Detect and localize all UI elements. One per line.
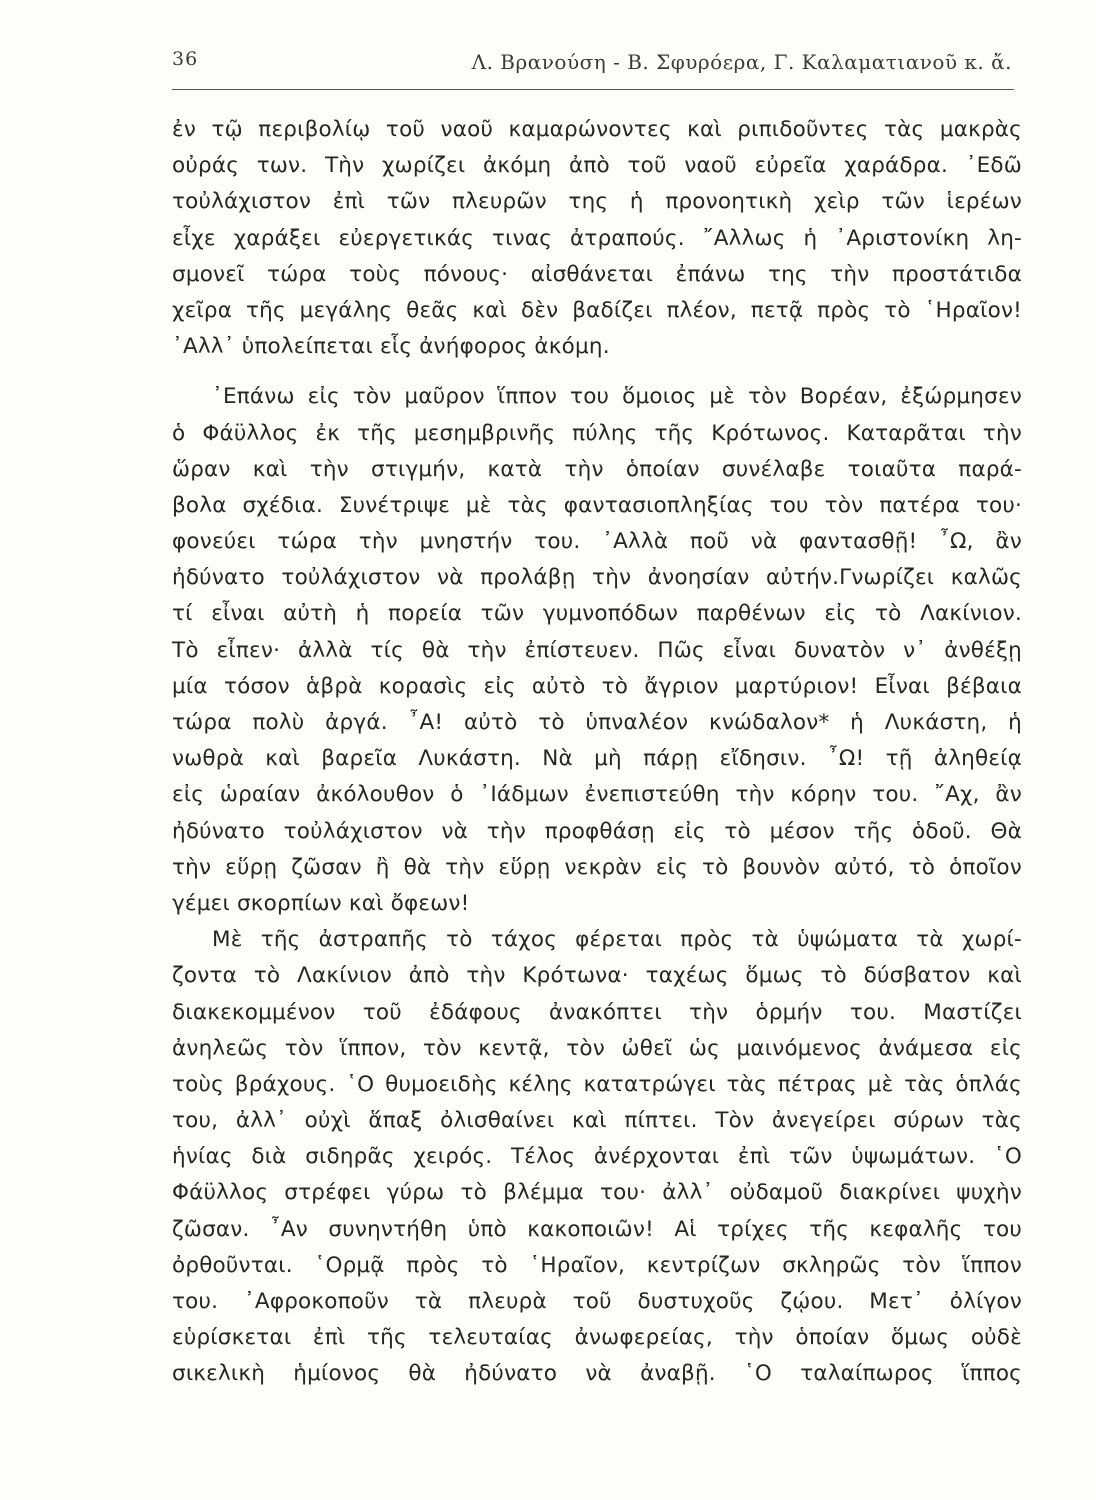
text-line: Μὲ τῆς ἀστραπῆς τὸ τάχος φέρεται πρὸς τὰ ὑψώματα τὰ χωρί- (212, 927, 1022, 953)
text-line: Φάϋλλος στρέφει γύρω τὸ βλέμμα του· ἀλλ᾽ οὐδαμοῦ διακρίνει ψυχὴν (172, 1180, 1022, 1206)
text-line: φονεύει τώρα τὴν μνηστήν του. ᾿Αλλὰ ποῦ νὰ φαντασθῇ! ῏Ω, ἂν (172, 529, 1022, 555)
text-line: εὑρίσκεται ἐπὶ τῆς τελευταίας ἀνωφερείας, τὴν ὁποίαν ὅμως οὐδὲ (172, 1325, 1022, 1351)
text-body (172, 112, 1022, 1393)
text-line: διακεκομμένον τοῦ ἐδάφους ἀνακόπτει τὴν ὁρμήν του. Μαστίζει (172, 999, 1022, 1025)
paragraph-1 (172, 112, 1022, 365)
text-line: τὴν εὕρῃ ζῶσαν ἢ θὰ τὴν εὕρῃ νεκρὰν εἰς τὸ βουνὸν αὐτό, τὸ ὁποῖον (172, 854, 1022, 880)
page-header (172, 48, 1014, 92)
header-rule (172, 89, 1014, 90)
text-line: μία τόσον ἁβρὰ κορασὶς εἰς αὐτὸ τὸ ἄγριον μαρτύριον! Εἶναι βέβαια (172, 673, 1022, 699)
text-line: ἀνηλεῶς τὸν ἵππον, τὸν κεντᾷ, τὸν ὠθεῖ ὡς μαινόμενος ἀνάμεσα εἰς (172, 1035, 1022, 1061)
text-line: βολα σχέδια. Συνέτριψε μὲ τὰς φαντασιοπληξίας του τὸν πατέρα του· (172, 492, 1022, 518)
paragraph-gap (172, 365, 1022, 379)
text-line: τί εἶναι αὐτὴ ἡ πορεία τῶν γυμνοπόδων παρθένων εἰς τὸ Λακίνιον. (172, 601, 1022, 627)
text-line: σμονεῖ τώρα τοὺς πόνους· αἰσθάνεται ἐπάνω της τὴν προστάτιδα (172, 261, 1022, 287)
text-line: Τὸ εἶπεν· ἀλλὰ τίς θὰ τὴν ἐπίστευεν. Πῶς εἶναι δυνατὸν ν᾽ ἀνθέξῃ (172, 637, 1022, 663)
text-line: τώρα πολὺ ἀργά. ῏Α! αὐτὸ τὸ ὑπναλέον κνώδαλον* ἡ Λυκάστη, ἡ (172, 710, 1022, 735)
text-line: οὐράς των. Τὴν χωρίζει ἀκόμη ἀπὸ τοῦ ναοῦ εὐρεῖα χαράδρα. ᾿Εδῶ (172, 153, 1022, 179)
text-line: του. ᾿Αφροκοποῦν τὰ πλευρὰ τοῦ δυστυχοῦς ζῴου. Μετ᾽ ὀλίγον (172, 1289, 1022, 1314)
text-line: σικελικὴ ἡμίονος θὰ ἠδύνατο νὰ ἀναβῇ. ῾Ο ταλαίπωρος ἵππος (172, 1361, 1022, 1387)
text-line: ὁ Φάϋλλος ἐκ τῆς μεσημβρινῆς πύλης τῆς Κρότωνος. Καταρᾶται τὴν (172, 420, 1022, 446)
text-line: ᾿Αλλ᾽ ὑπολείπεται εἷς ἀνήφορος ἀκόμη. (172, 334, 610, 360)
text-line: ᾿Επάνω εἰς τὸν μαῦρον ἵππον του ὅμοιος μὲ τὸν Βορέαν, ἐξώρμησεν (212, 384, 1022, 410)
running-head: Λ. Βρανούση - Β. Σφυρόερα, Γ. Καλαματιανοῦ κ. ἄ. (471, 50, 1012, 74)
text-line: εἰς ὡραίαν ἀκόλουθον ὁ ᾿Ιάδμων ἐνεπιστεύθη τὴν κόρην του. ῎Αχ, ἂν (172, 782, 1022, 808)
text-line: τοὐλάχιστον ἐπὶ τῶν πλευρῶν της ἡ προνοητικὴ χεὶρ τῶν ἱερέων (172, 189, 1022, 215)
page-number: 36 (172, 48, 199, 70)
text-line: ὥραν καὶ τὴν στιγμήν, κατὰ τὴν ὁποίαν συνέλαβε τοιαῦτα παρά- (172, 456, 1022, 482)
text-line: χεῖρα τῆς μεγάλης θεᾶς καὶ δὲν βαδίζει πλέον, πετᾷ πρὸς τὸ ῾Ηραῖον! (172, 297, 1022, 323)
text-line: εἶχε χαράξει εὐεργετικάς τινας ἀτραπούς. ῎Αλλως ἡ ᾿Αριστονίκη λη- (172, 225, 1022, 251)
text-line: ὀρθοῦνται. ῾Ορμᾷ πρὸς τὸ ῾Ηραῖον, κεντρίζων σκληρῶς τὸν ἵππον (172, 1252, 1022, 1278)
text-line: νωθρὰ καὶ βαρεῖα Λυκάστη. Νὰ μὴ πάρῃ εἴδησιν. ῏Ω! τῇ ἀληθείᾳ (172, 746, 1022, 772)
text-line: ἠδύνατο τοὐλάχιστον νὰ τὴν προφθάσῃ εἰς τὸ μέσον τῆς ὁδοῦ. Θὰ (172, 818, 1022, 844)
text-line: ἐν τῷ περιβολίῳ τοῦ ναοῦ καμαρώνοντες καὶ ριπιδοῦντες τὰς μακρὰς (172, 117, 1022, 142)
text-line: τοὺς βράχους. ῾Ο θυμοειδὴς κέλης κατατρώγει τὰς πέτρας μὲ τὰς ὁπλάς (172, 1071, 1022, 1097)
text-line: ζοντα τὸ Λακίνιον ἀπὸ τὴν Κρότωνα· ταχέως ὅμως τὸ δύσβατον καὶ (172, 963, 1022, 989)
text-line: του, ἀλλ᾽ οὐχὶ ἅπαξ ὀλισθαίνει καὶ πίπτει. Τὸν ἀνεγείρει σύρων τὰς (172, 1108, 1022, 1134)
paragraph-2 (172, 379, 1022, 922)
text-line: γέμει σκορπίων καὶ ὄφεων! (172, 890, 470, 916)
text-line: ἡνίας διὰ σιδηρᾶς χειρός. Τέλος ἀνέρχονται ἐπὶ τῶν ὑψωμάτων. ῾Ο (172, 1144, 1022, 1170)
text-line: ζῶσαν. ῏Αν συνηντήθη ὑπὸ κακοποιῶν! Αἱ τρίχες τῆς κεφαλῆς του (172, 1216, 1022, 1242)
paragraph-3 (172, 922, 1022, 1392)
text-line: ἠδύνατο τοὐλάχιστον νὰ προλάβῃ τὴν ἀνοησίαν αὐτήν.Γνωρίζει καλῶς (172, 565, 1022, 591)
